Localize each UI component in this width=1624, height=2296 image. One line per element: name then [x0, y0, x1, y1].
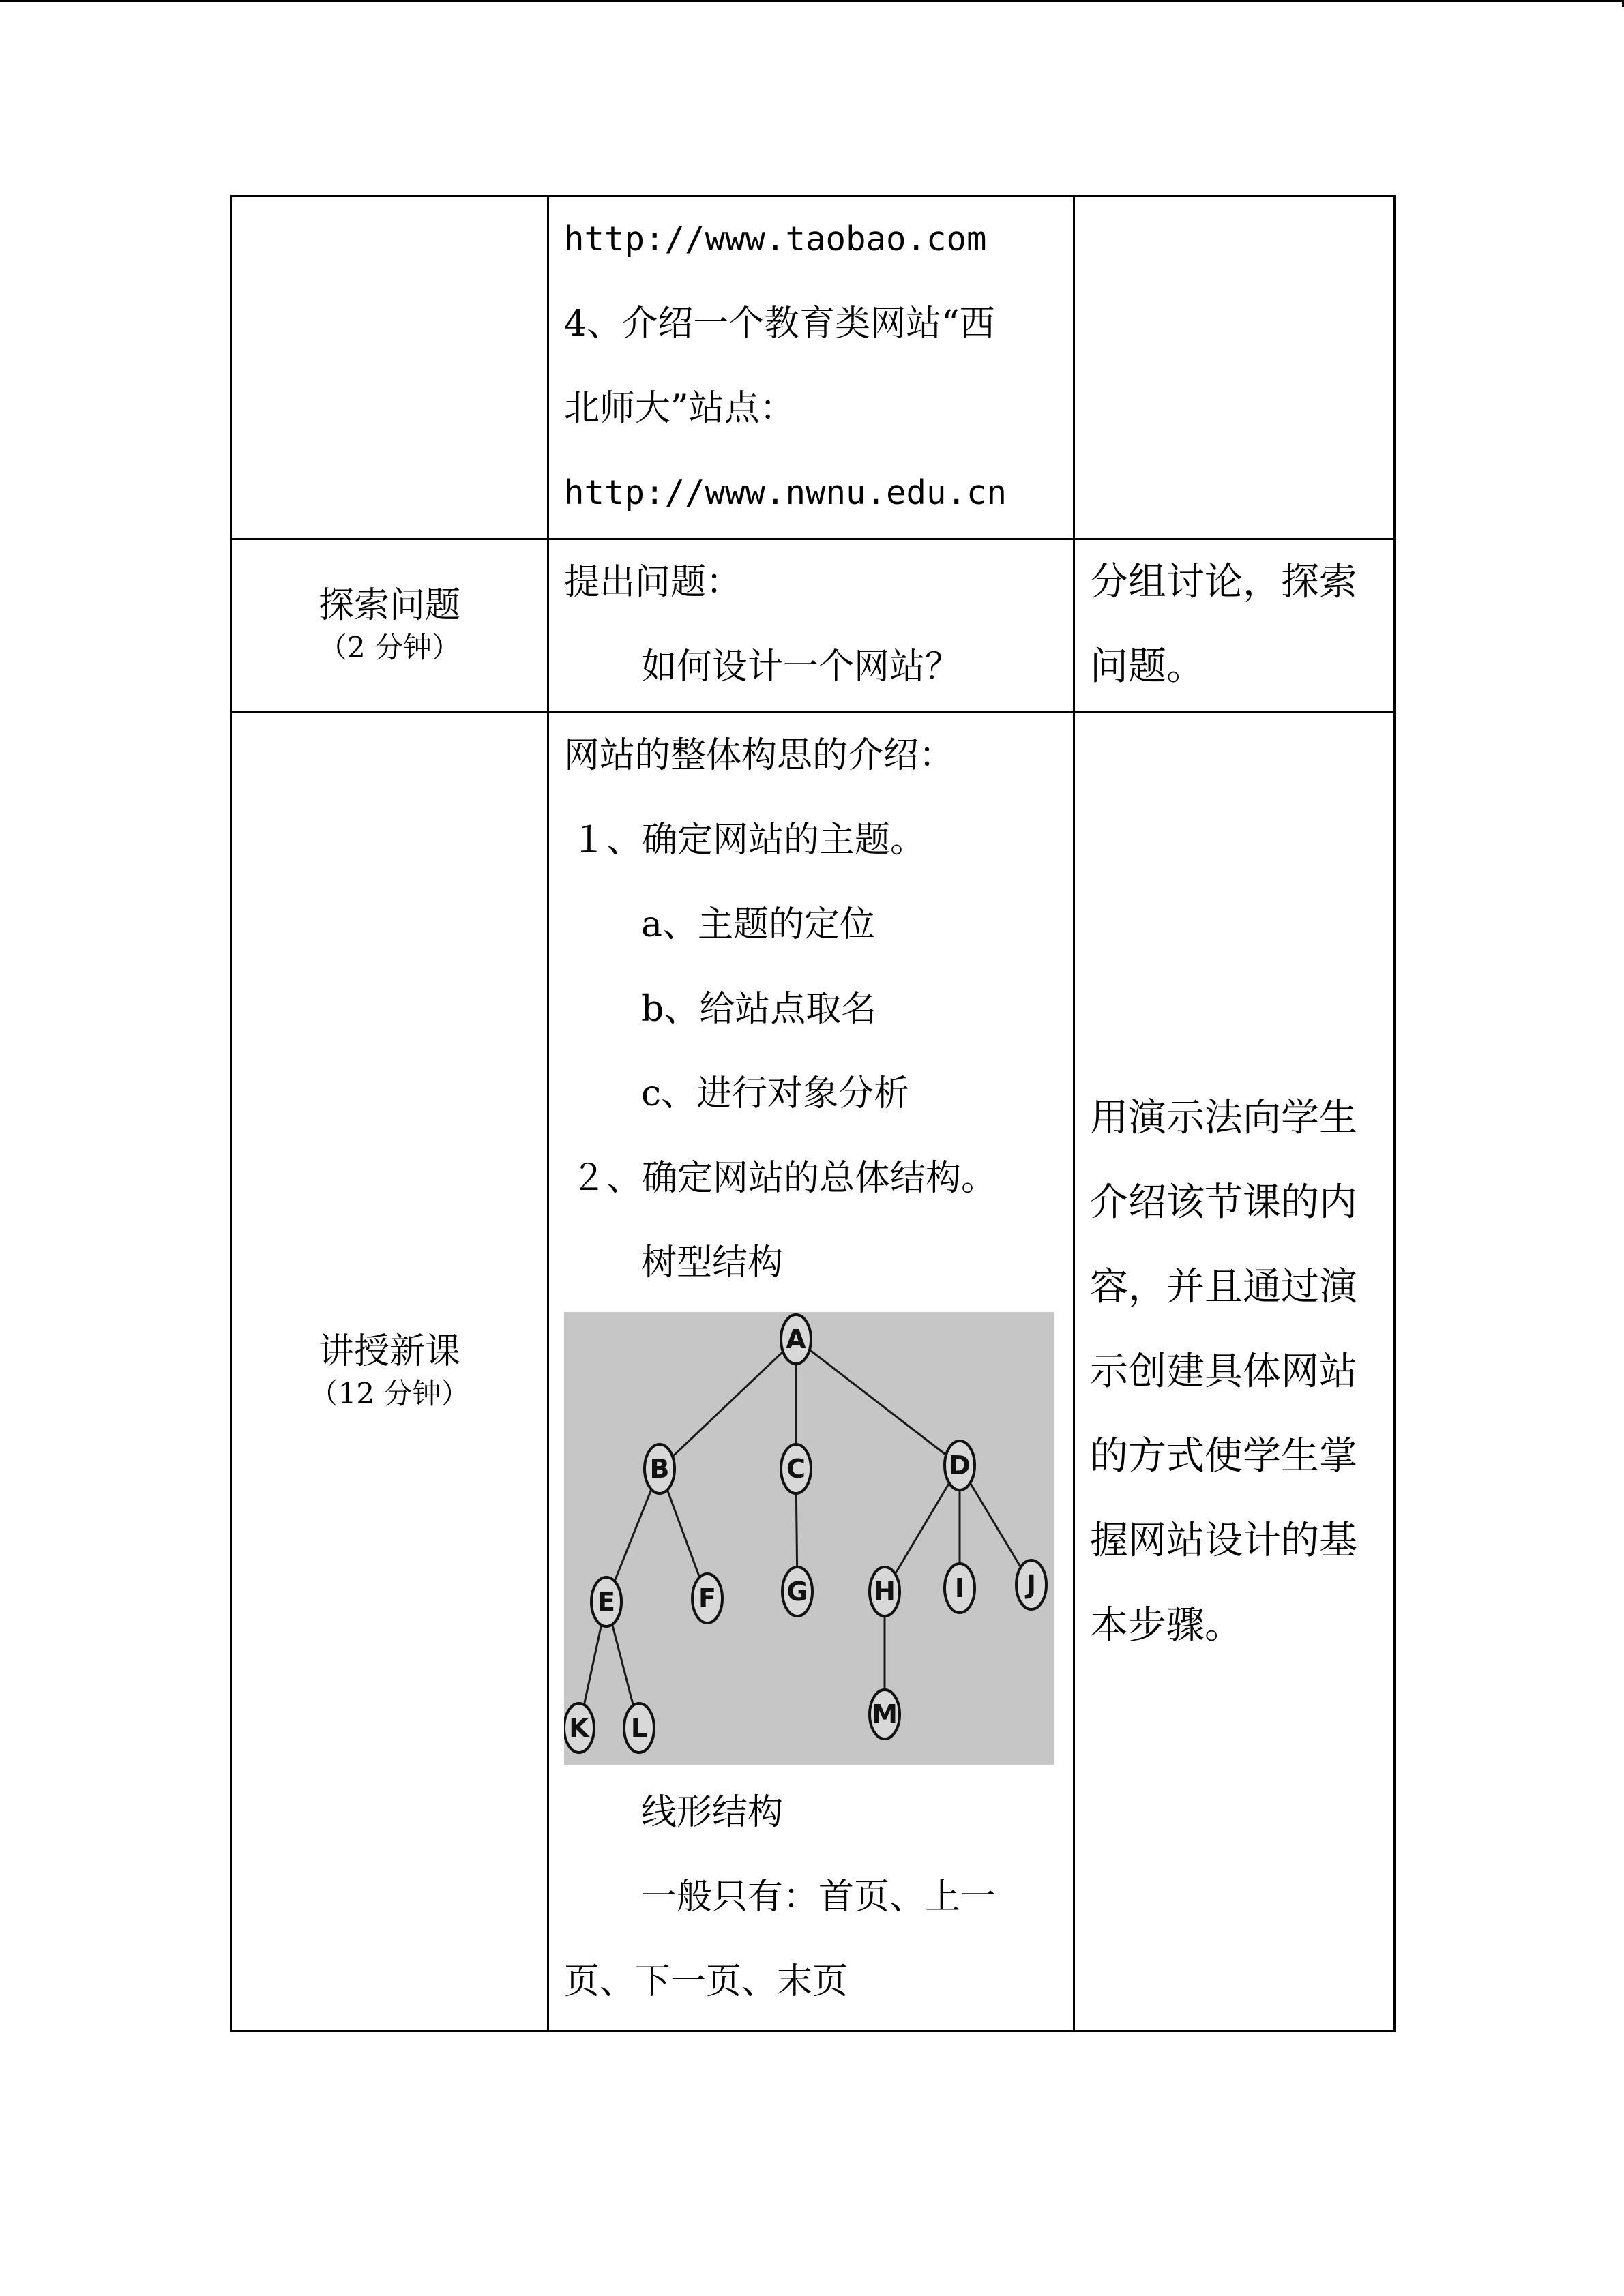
activity-cell-empty: [1074, 196, 1395, 539]
intro-heading: 网站的整体构思的介绍：: [564, 735, 955, 776]
content-cell-explore: [548, 539, 1074, 713]
step-2: ２、确定网站的总体结构。: [571, 1158, 997, 1199]
content-cell-new-lesson: [548, 713, 1074, 2031]
linear-structure-title: 线形结构: [641, 1792, 784, 1833]
tree-node-label: C: [786, 1454, 806, 1484]
stage-cell-explore: [231, 539, 548, 713]
tree-node-a: [781, 1315, 811, 1364]
stage-time: （2 分钟）: [318, 630, 461, 664]
page-top-border: [0, 0, 1624, 2]
stage-cell-empty: [231, 196, 548, 539]
tree-node-label: E: [597, 1587, 615, 1617]
tree-node-label: A: [786, 1324, 806, 1354]
step-1-item-c: c、进行对象分析: [641, 1073, 910, 1114]
linear-structure-desc-line1: 一般只有：首页、上一: [641, 1877, 996, 1918]
tree-node-label: F: [698, 1583, 716, 1613]
tree-node-d: [945, 1441, 975, 1490]
tree-node-i: [945, 1564, 975, 1613]
edge-a-d: [796, 1339, 960, 1465]
stage-name: 讲授新课: [318, 1330, 460, 1372]
linear-structure-desc-line2: 页、下一页、末页: [564, 1961, 848, 2002]
tree-node-label: M: [872, 1699, 898, 1729]
tree-node-m: [870, 1690, 900, 1739]
question-heading: 提出问题：: [564, 562, 742, 603]
tree-node-c: [781, 1444, 811, 1493]
stage-name: 探索问题: [318, 584, 460, 626]
tree-node-label: H: [874, 1577, 896, 1607]
tree-edges: [579, 1339, 1031, 1728]
step-1-item-a: a、主题的定位: [641, 904, 876, 945]
step-1: １、确定网站的主题。: [571, 820, 926, 861]
edge-a-b: [660, 1339, 796, 1469]
activity-text: 用演示法向学生介绍该节课的内容，并且通过演示创建具体网站的方式使学生掌握网站设计的基本步骤。: [1090, 1095, 1357, 1648]
tree-node-j: [1016, 1560, 1046, 1609]
tree-node-label: J: [1026, 1570, 1037, 1600]
education-site-name: 北师大”站点：: [564, 388, 795, 429]
tree-node-b: [645, 1444, 675, 1493]
tree-node-label: B: [649, 1454, 670, 1484]
table-row-websites: [231, 196, 1395, 539]
lesson-plan-table: [230, 195, 1396, 2032]
tree-structure-title: 树型结构: [641, 1242, 784, 1283]
step-1-item-b: b、给站点取名: [641, 989, 877, 1030]
tree-node-k: [564, 1703, 594, 1753]
tree-node-label: L: [630, 1713, 648, 1743]
activity-cell-explore: [1074, 539, 1395, 713]
tree-node-f: [692, 1574, 722, 1623]
tree-node-label: I: [954, 1573, 965, 1603]
tree-node-label: D: [949, 1450, 971, 1480]
tree-node-l: [624, 1703, 654, 1753]
tree-node-label: K: [569, 1713, 589, 1743]
stage-cell-new-lesson: [231, 713, 548, 2031]
nwnu-url: http://www.nwnu.edu.cn: [564, 473, 1007, 512]
table-row-new-lesson: [231, 713, 1395, 2031]
tree-node-label: G: [786, 1577, 808, 1607]
content-cell-websites: [548, 196, 1074, 539]
tree-node-e: [591, 1577, 621, 1626]
question-text: 如何设计一个网站？: [641, 646, 961, 687]
taobao-url: http://www.taobao.com: [564, 220, 987, 258]
activity-cell-new-lesson: [1074, 713, 1395, 2031]
stage-time: （12 分钟）: [309, 1376, 470, 1410]
activity-text: 分组讨论，探索问题。: [1090, 560, 1357, 689]
table-row-explore: [231, 539, 1395, 713]
tree-node-g: [782, 1567, 812, 1616]
education-site-intro: 4、介绍一个教育类网站“西: [564, 303, 995, 344]
tree-node-h: [870, 1567, 900, 1616]
tree-structure-diagram: [564, 1312, 1054, 1765]
